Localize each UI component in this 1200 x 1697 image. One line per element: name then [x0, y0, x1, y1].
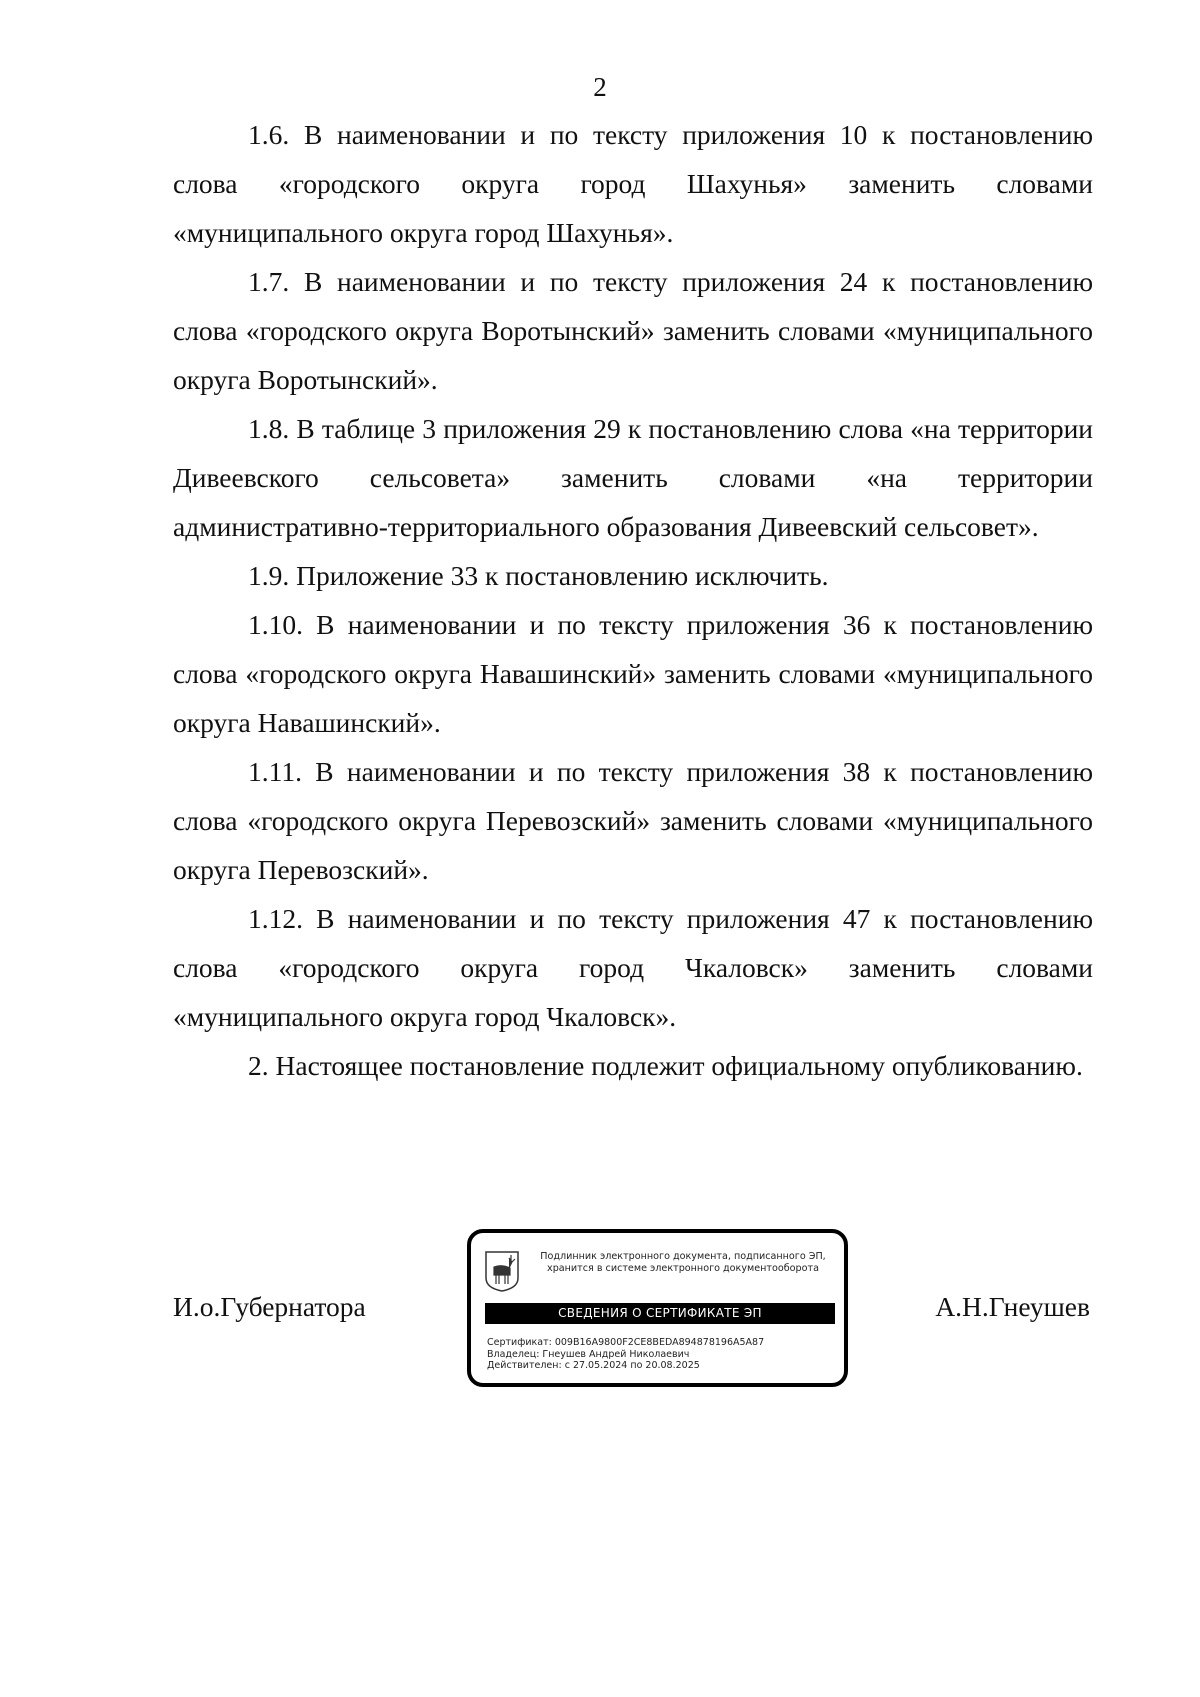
stamp-note-line-1: Подлинник электронного документа, подписанного ЭП,	[540, 1251, 826, 1262]
stamp-certificate-info	[487, 1337, 764, 1372]
document-body	[173, 110, 1093, 1090]
paragraph-1-10: 1.10. В наименовании и по тексту приложения 36 к постановлению слова «городского округа Навашинский» заменить словами «муниципального округа Навашинский».	[173, 609, 1093, 738]
certificate-validity: Действителен: с 27.05.2024 по 20.08.2025	[487, 1360, 700, 1371]
paragraph-1-8: 1.8. В таблице 3 приложения 29 к постановлению слова «на территории Дивеевского сельсовета» заменить словами «на территории административно-территориального образования Дивеевский сельсовет».	[173, 413, 1093, 542]
certificate-number: Сертификат: 009B16A9800F2CE8BEDA894878196A5A87	[487, 1337, 765, 1348]
electronic-signature-stamp	[467, 1229, 848, 1387]
certificate-owner: Владелец: Гнеушев Андрей Николаевич	[487, 1348, 690, 1360]
signer-name: А.Н.Гнеушев	[935, 1291, 1090, 1322]
stamp-original-note	[525, 1251, 841, 1275]
stamp-note-line-2: хранится в системе электронного документооборота	[547, 1263, 819, 1274]
paragraph-1-12: 1.12. В наименовании и по тексту приложения 47 к постановлению слова «городского округа город Чкаловск» заменить словами «муниципального округа город Чкаловск».	[173, 903, 1093, 1032]
paragraph-1-11: 1.11. В наименовании и по тексту приложения 38 к постановлению слова «городского округа Перевозский» заменить словами «муниципального округа Перевозский».	[173, 756, 1093, 885]
paragraph-1-9: 1.9. Приложение 33 к постановлению исключить.	[248, 560, 829, 591]
paragraph-1-6: 1.6. В наименовании и по тексту приложения 10 к постановлению слова «городского округа город Шахунья» заменить словами «муниципального округа город Шахунья».	[173, 119, 1093, 248]
signer-position: И.о.Губернатора	[173, 1291, 366, 1322]
paragraph-2: 2. Настоящее постановление подлежит официальному опубликованию.	[248, 1050, 1083, 1081]
deer-emblem-icon	[484, 1250, 520, 1292]
page-number: 2	[593, 72, 607, 102]
paragraph-1-7: 1.7. В наименовании и по тексту приложения 24 к постановлению слова «городского округа Воротынский» заменить словами «муниципального округа Воротынский».	[173, 266, 1093, 395]
stamp-header: СВЕДЕНИЯ О СЕРТИФИКАТЕ ЭП	[485, 1303, 835, 1324]
